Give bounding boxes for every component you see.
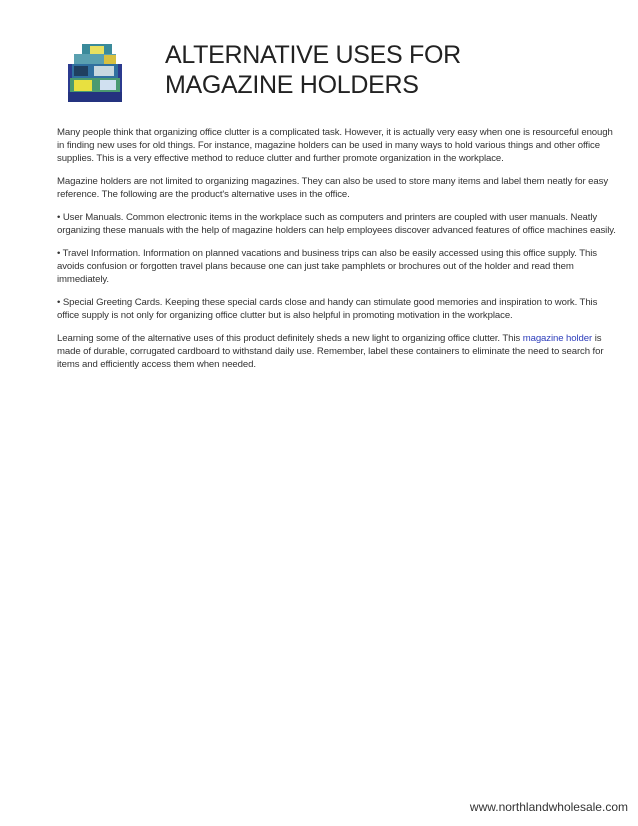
footer-website: www.northlandwholesale.com <box>469 800 628 814</box>
page-title <box>165 40 461 100</box>
title-line-1: ALTERNATIVE USES FOR <box>165 41 461 69</box>
title-line-2: MAGAZINE HOLDERS <box>165 71 419 99</box>
magazine-holder-image <box>64 42 126 104</box>
paragraph-uses: Magazine holders are not limited to organizing magazines. They can also be used to store many items and label them neatly for easy reference. The following are the product's alternative uses in the office. <box>57 176 609 200</box>
conclusion-text-1: Learning some of the alternative uses of this product definitely sheds a new light to organizing office clutter. This <box>57 333 523 344</box>
paragraph-conclusion <box>57 332 617 371</box>
bullet-greeting-cards: • Special Greeting Cards. Keeping these special cards close and handy can stimulate good memories and inspiration to work. This office supply is not only for organizing office clutter but is also helpful in promoting motivation in the workplace. <box>57 297 598 321</box>
bullet-user-manuals: • User Manuals. Common electronic items in the workplace such as computers and printers are coupled with user manuals. Neatly organizing these manuals with the help of magazine holders can help employees discover advanced features of office machines easily. <box>57 212 616 236</box>
bullet-travel-information: • Travel Information. Information on planned vacations and business trips can also be easily accessed using this office supply. This avoids confusion or forgotten travel plans because one can just take pamphlets or brochures out of the holder and read them immediately. <box>57 248 597 285</box>
article-body <box>57 126 617 381</box>
conclusion-text-2: is made of durable, corrugated cardboard to withstand daily use. Remember, label these containers to eliminate the need to search for items and efficiently access them when needed. <box>57 333 604 370</box>
magazine-holder-link[interactable]: magazine holder <box>522 333 593 344</box>
paragraph-intro: Many people think that organizing office clutter is a complicated task. However, it is actually very easy when one is resourceful enough in finding new uses for old things. For instance, magazine holders can be used in many ways to hold various things and other office supplies. This is a very effective method to reduce clutter and further promote organization in the workplace. <box>57 127 613 164</box>
